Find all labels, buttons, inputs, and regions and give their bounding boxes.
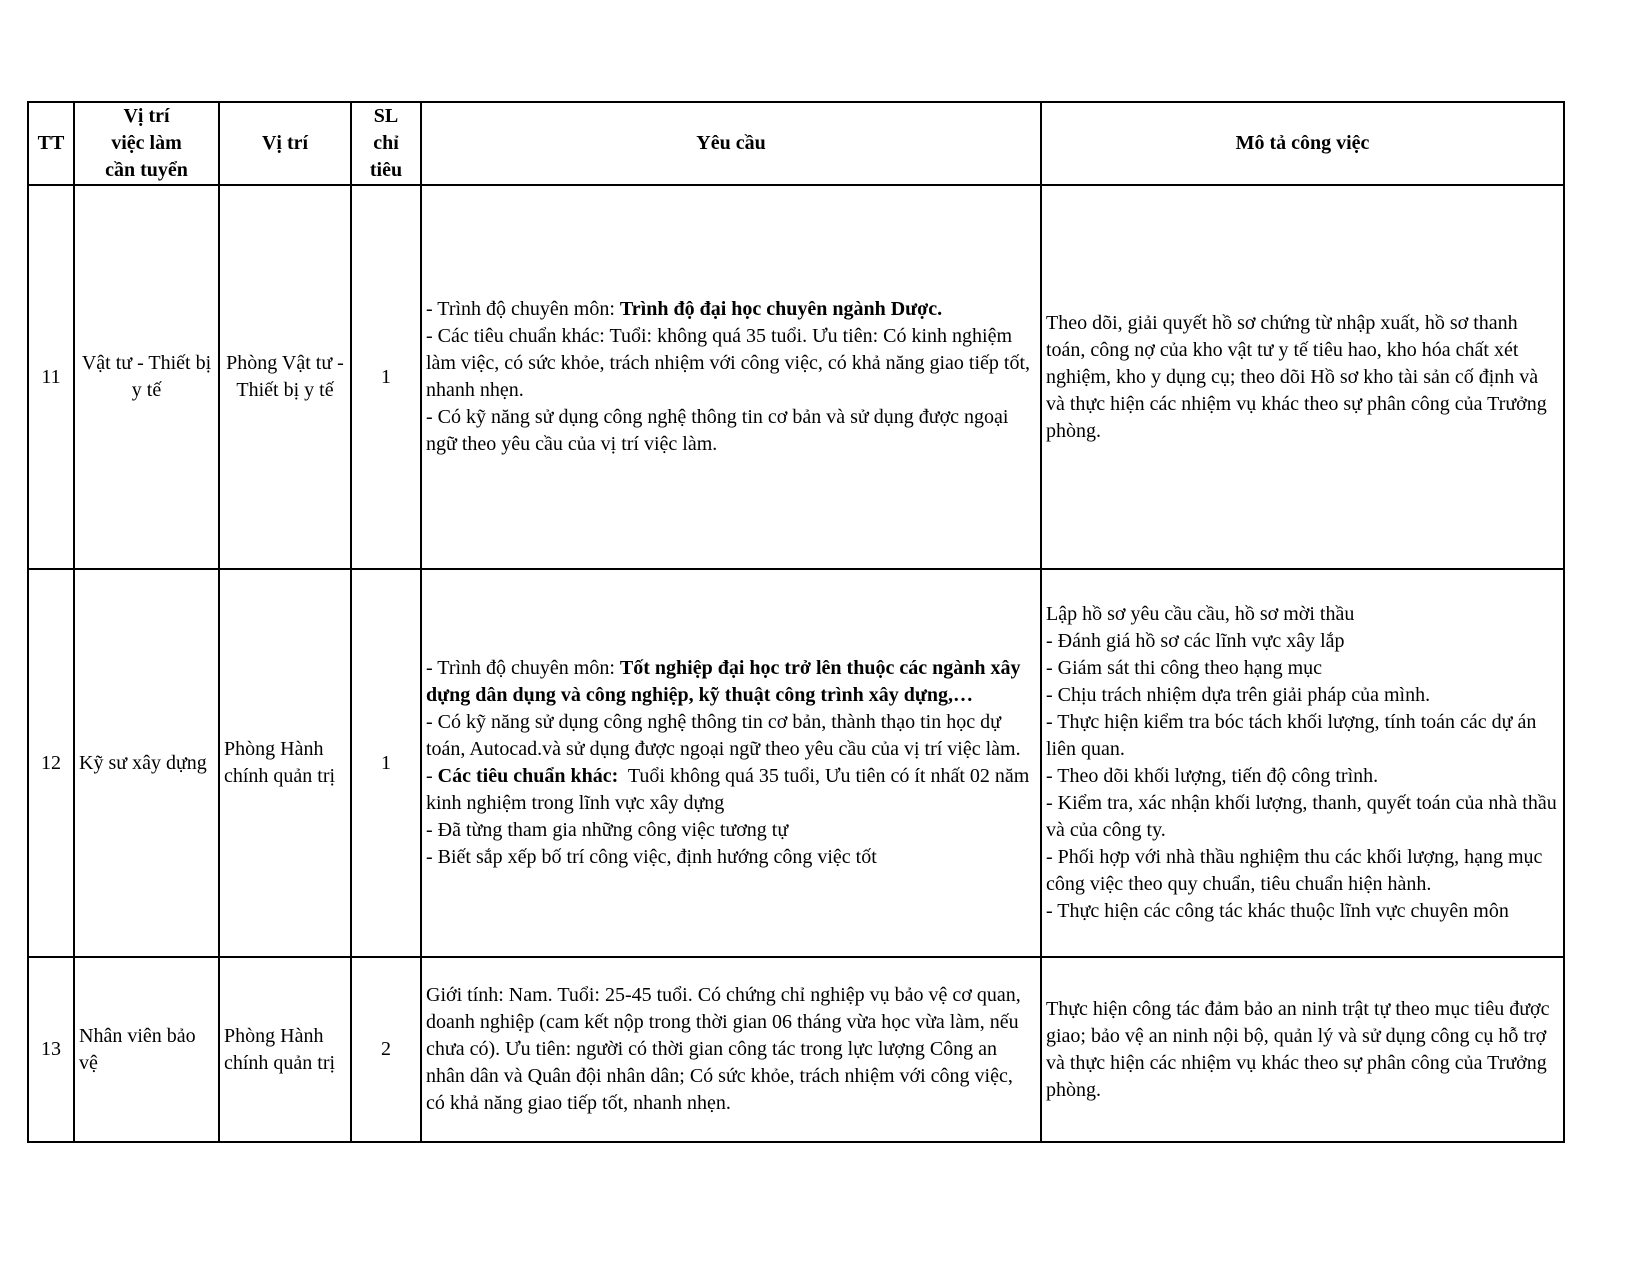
requirement-line: - Có kỹ năng sử dụng công nghệ thông tin cơ bản, thành thạo tin học dự toán, Autocad.và sử dụng được ngoại ngữ theo yêu cầu của vị trí việc làm.	[426, 711, 1021, 760]
requirement-label: - Trình độ chuyên môn:	[426, 298, 620, 320]
requirement-label: -	[426, 765, 438, 787]
requirement-line: - Đã từng tham gia những công việc tương tự	[426, 819, 789, 841]
table-row	[28, 957, 1564, 1142]
table-row	[28, 569, 1564, 957]
quantity: 1	[351, 569, 421, 957]
description-line: Lập hồ sơ yêu cầu cầu, hồ sơ mời thầu	[1046, 603, 1355, 625]
job-requirements-table	[27, 101, 1565, 1143]
header-job-position-line: cần tuyển	[105, 159, 188, 181]
row-number: 11	[28, 185, 74, 569]
quantity: 2	[351, 957, 421, 1142]
requirement-line	[426, 655, 1036, 709]
table-header-row	[28, 102, 1564, 185]
header-job-position-line: việc làm	[111, 132, 182, 154]
description-line: - Chịu trách nhiệm dựa trên giải pháp của mình.	[1046, 684, 1431, 706]
requirement-line: - Có kỹ năng sử dụng công nghệ thông tin cơ bản và sử dụng được ngoại ngữ theo yêu cầu của vị trí việc làm.	[426, 406, 1009, 455]
requirement-text: Tuổi không quá 35 tuổi, Ưu tiên có ít nhất 02 năm kinh nghiệm trong lĩnh vực xây dựng	[426, 765, 1035, 814]
requirements	[421, 569, 1041, 957]
header-job-position	[74, 102, 219, 185]
job-position: Nhân viên bảo vệ	[74, 957, 219, 1142]
requirement-line	[426, 763, 1036, 817]
header-tt: TT	[28, 102, 74, 185]
requirement-label: - Trình độ chuyên môn:	[426, 657, 620, 679]
header-requirements: Yêu cầu	[421, 102, 1041, 185]
header-quantity-line: chỉ	[373, 132, 399, 154]
job-description	[1041, 569, 1564, 957]
description-line: - Thực hiện các công tác khác thuộc lĩnh vực chuyên môn	[1046, 900, 1509, 922]
job-position: Vật tư - Thiết bị y tế	[74, 185, 219, 569]
header-description: Mô tả công việc	[1041, 102, 1564, 185]
header-job-position-line: Vị trí	[123, 105, 170, 127]
job-description: Theo dõi, giải quyết hồ sơ chứng từ nhập xuất, hồ sơ thanh toán, công nợ của kho vật tư y tế tiêu hao, kho hóa chất xét nghiệm, kho y dụng cụ; theo dõi Hồ sơ kho tài sản cố định và và thực hiện các nhiệm vụ khác theo sự phân công của Trưởng phòng.	[1041, 185, 1564, 569]
row-number: 13	[28, 957, 74, 1142]
department: Phòng Vật tư - Thiết bị y tế	[219, 185, 351, 569]
description-line: - Theo dõi khối lượng, tiến độ công trình.	[1046, 765, 1379, 787]
department: Phòng Hành chính quản trị	[219, 957, 351, 1142]
requirement-emphasis: Các tiêu chuẩn khác:	[437, 765, 619, 787]
job-position: Kỹ sư xây dựng	[74, 569, 219, 957]
description-line: - Thực hiện kiểm tra bóc tách khối lượng, tính toán các dự án liên quan.	[1046, 711, 1537, 760]
department: Phòng Hành chính quản trị	[219, 569, 351, 957]
quantity: 1	[351, 185, 421, 569]
requirement-line	[426, 296, 1036, 323]
table-row	[28, 185, 1564, 569]
job-description: Thực hiện công tác đảm bảo an ninh trật tự theo mục tiêu được giao; bảo vệ an ninh nội bộ, quản lý và sử dụng công cụ hỗ trợ và thực hiện các nhiệm vụ khác theo sự phân công của Trưởng phòng.	[1041, 957, 1564, 1142]
requirement-emphasis: Trình độ đại học chuyên ngành Dược.	[619, 298, 943, 320]
description-line: - Đánh giá hồ sơ các lĩnh vực xây lắp	[1046, 630, 1345, 652]
description-line: - Giám sát thi công theo hạng mục	[1046, 657, 1323, 679]
requirement-line: - Các tiêu chuẩn khác: Tuổi: không quá 35 tuổi. Ưu tiên: Có kinh nghiệm làm việc, có sức khỏe, trách nhiệm với công việc, có khả năng giao tiếp tốt, nhanh nhẹn.	[426, 325, 1031, 401]
row-number: 12	[28, 569, 74, 957]
requirement-emphasis: Tốt nghiệp đại học trở lên thuộc các ngành xây dựng dân dụng và công nghiệp, kỹ thuật công trình xây dựng,…	[426, 657, 1021, 706]
description-line: - Phối hợp với nhà thầu nghiệm thu các khối lượng, hạng mục công việc theo quy chuẩn, tiêu chuẩn hiện hành.	[1046, 846, 1543, 895]
requirements	[421, 185, 1041, 569]
header-quantity	[351, 102, 421, 185]
header-quantity-line: tiêu	[369, 159, 403, 181]
requirement-line: - Biết sắp xếp bố trí công việc, định hướng công việc tốt	[426, 846, 877, 868]
header-quantity-line: SL	[373, 105, 399, 127]
description-line: - Kiểm tra, xác nhận khối lượng, thanh, quyết toán của nhà thầu và của công ty.	[1046, 792, 1557, 841]
requirements: Giới tính: Nam. Tuổi: 25-45 tuổi. Có chứng chỉ nghiệp vụ bảo vệ cơ quan, doanh nghiệp (cam kết nộp trong thời gian 06 tháng vừa học vừa làm, nếu chưa có). Ưu tiên: người có thời gian công tác trong lực lượng Công an nhân dân và Quân đội nhân dân; Có sức khỏe, trách nhiệm với công việc, có khả năng giao tiếp tốt, nhanh nhẹn.	[421, 957, 1041, 1142]
header-department: Vị trí	[219, 102, 351, 185]
